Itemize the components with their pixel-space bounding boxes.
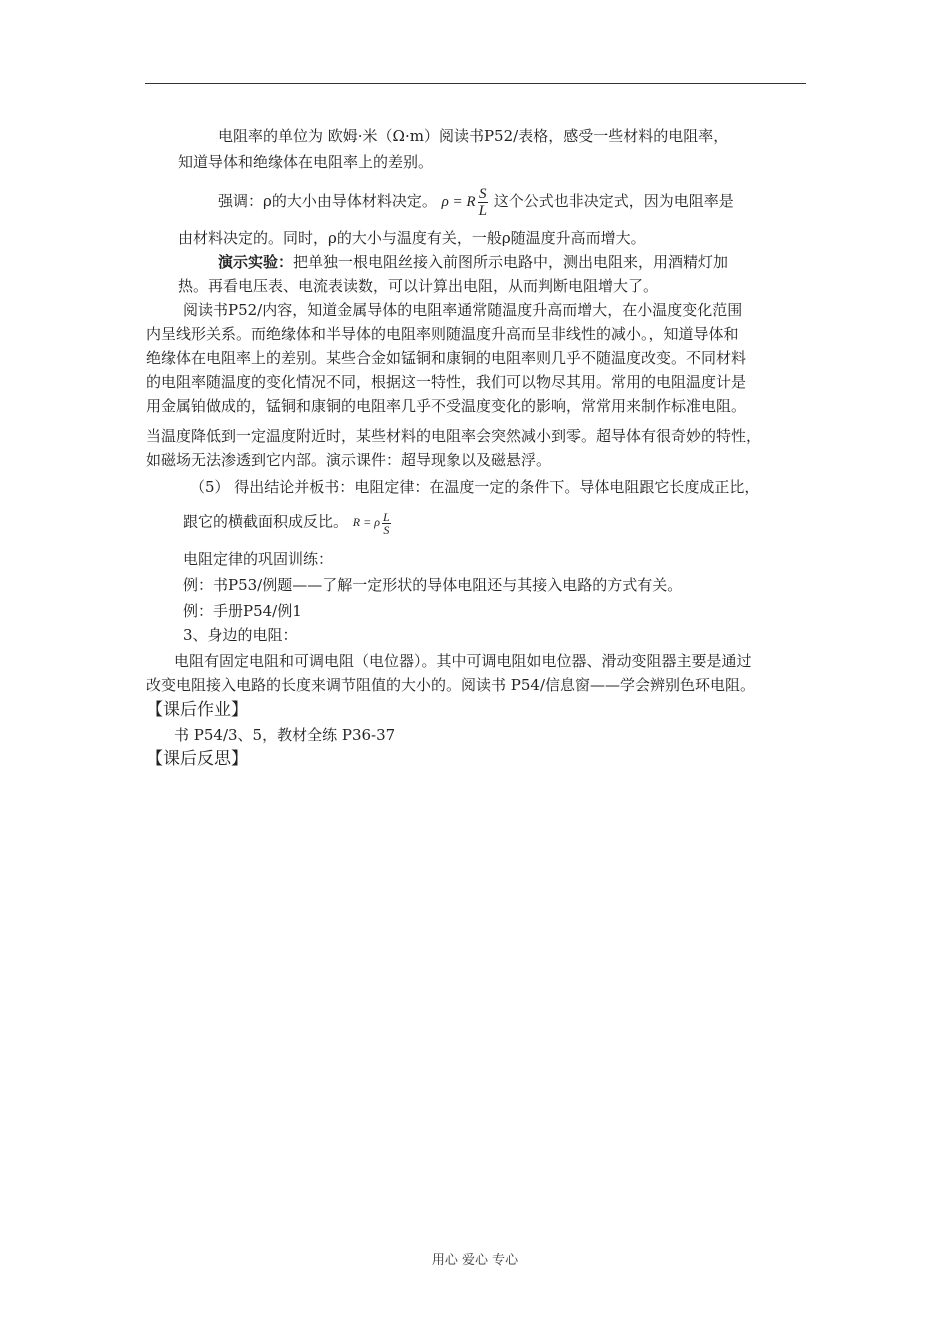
paragraph-line: 书 P54/3、5，教材全练 P36-37 (174, 726, 396, 744)
formula-lhs: ρ = R (441, 193, 476, 210)
paragraph-line: 绝缘体在电阻率上的差别。某些合金如锰铜和康铜的电阻率则几乎不随温度改变。不同材料 (146, 349, 747, 367)
demo-heading: 演示实验： (218, 253, 294, 271)
paragraph-line: 的电阻率随温度的变化情况不同，根据这一特性，我们可以物尽其用。常用的电阻温度计是 (146, 373, 747, 391)
paragraph-line (218, 252, 728, 272)
formula-numerator: S (479, 186, 487, 202)
text-span: 强调：ρ的大小由导体材料决定。 (218, 191, 437, 210)
paragraph-line: 如磁场无法渗透到它内部。演示课件：超导现象以及磁悬浮。 (146, 451, 552, 469)
header-rule (145, 83, 806, 84)
page-footer: 用心 爱心 专心 (431, 1253, 519, 1268)
paragraph-line: 电阻有固定电阻和可调电阻（电位器）。其中可调电阻如电位器、滑动变阻器主要是通过 (174, 652, 752, 670)
formula-numerator: L (382, 510, 390, 524)
text-span: 跟它的横截面积成反比。 (183, 512, 349, 531)
section-heading: 【课后反思】 (146, 749, 248, 769)
paragraph-line: 电阻定律的巩固训练： (183, 550, 334, 568)
resistance-formula (352, 510, 393, 537)
paragraph-line: 阅读书P52/内容，知道金属导体的电阻率通常随温度升高而增大，在小温度变化范围 (183, 301, 743, 319)
formula-denominator: L (478, 203, 487, 219)
paragraph-line: 热。再看电压表、电流表读数，可以计算出电阻，从而判断电阻增大了。 (178, 277, 659, 295)
text-span: 这个公式也非决定式，因为电阻率是 (493, 191, 734, 210)
text-span: 把单独一根电阻丝接入前图所示电路中，测出电阻来，用酒精灯加 (293, 253, 729, 271)
paragraph-line: 用金属铂做成的，锰铜和康铜的电阻率几乎不受温度变化的影响，常常用来制作标准电阻。 (146, 397, 747, 415)
resistivity-formula (441, 186, 494, 219)
section-heading: 【课后作业】 (146, 700, 248, 720)
paragraph-line: 3、身边的电阻： (183, 626, 298, 644)
paragraph-line: （5） 得出结论并板书：电阻定律：在温度一定的条件下。导体电阻跟它长度成正比， (190, 478, 760, 496)
paragraph-line (183, 511, 393, 536)
paragraph-line: 内呈线形关系。而绝缘体和半导体的电阻率则随温度升高而呈非线性的减小。，知道导体和 (146, 325, 739, 343)
paragraph-line: 当温度降低到一定温度附近时，某些材料的电阻率会突然减小到零。超导体有很奇妙的特性， (146, 427, 762, 445)
paragraph-line (218, 186, 734, 219)
paragraph-line: 知道导体和绝缘体在电阻率上的差别。 (178, 153, 434, 171)
paragraph-line: 电阻率的单位为 欧姆·米（Ω·m）阅读书P52/表格，感受一些材料的电阻率， (218, 127, 729, 145)
paragraph-line: 例：手册P54/例1 (183, 602, 302, 620)
formula-lhs: R = ρ (352, 515, 380, 530)
formula-denominator: S (383, 523, 390, 537)
paragraph-line: 改变电阻接入电路的长度来调节阻值的大小的。阅读书 P54/信息窗——学会辨别色环电阻。 (146, 676, 756, 694)
paragraph-line: 由材料决定的。同时，ρ的大小与温度有关，一般ρ随温度升高而增大。 (178, 229, 646, 247)
paragraph-line: 例：书P53/例题——了解一定形状的导体电阻还与其接入电路的方式有关。 (183, 576, 683, 594)
